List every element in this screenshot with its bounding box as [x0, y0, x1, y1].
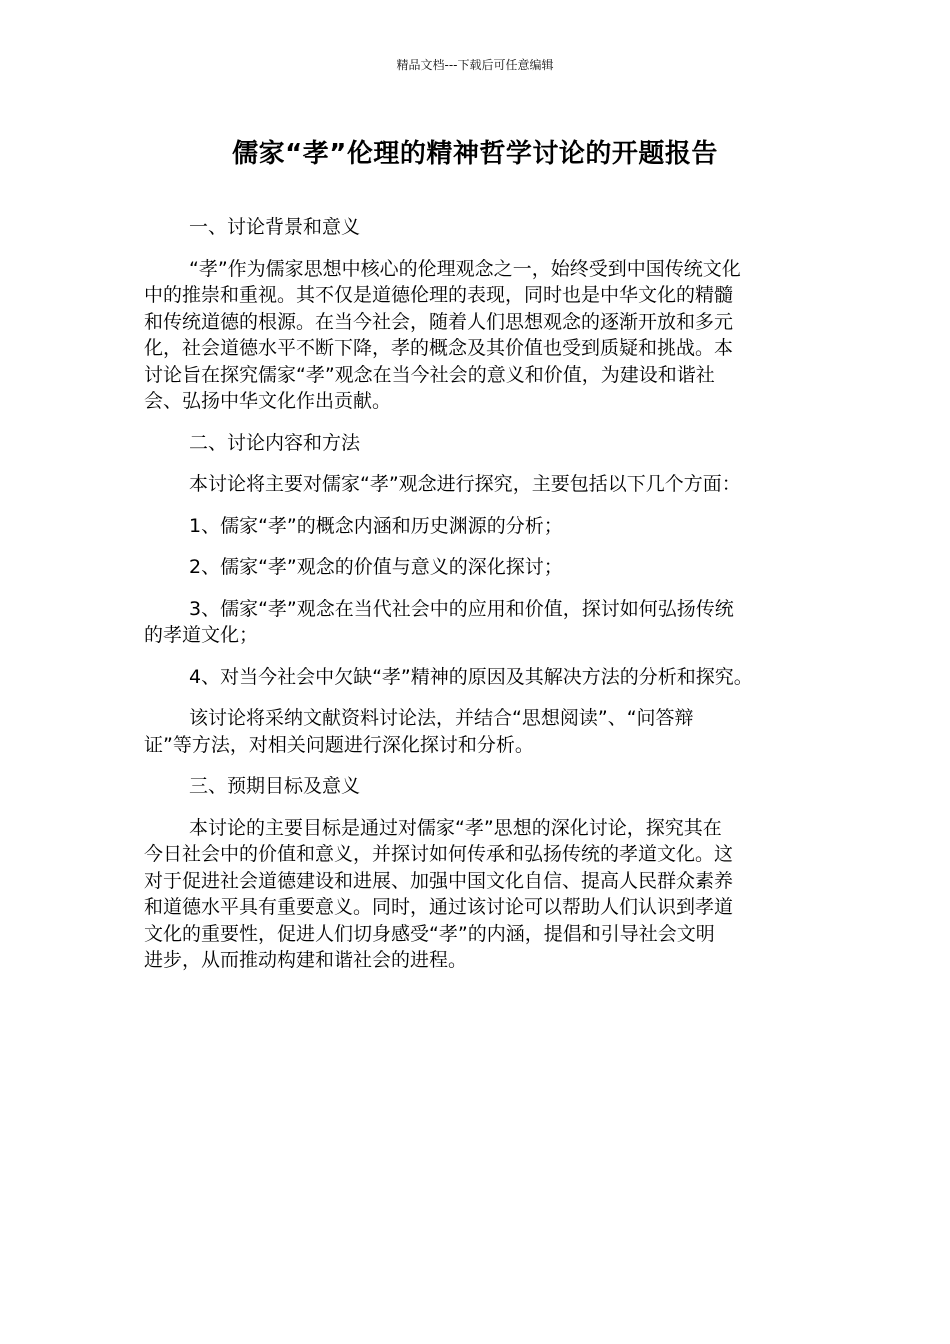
- list-item-3: [144, 596, 804, 649]
- text-line: 和传统道德的根源。在当今社会，随着人们思想观念的逐渐开放和多元: [144, 310, 734, 333]
- text-line: 和道德水平具有重要意义。同时，通过该讨论可以帮助人们认识到孝道: [144, 896, 734, 918]
- text-line: 讨论旨在探究儒家“孝”观念在当今社会的意义和价值，为建设和谐社: [144, 363, 715, 386]
- document-body: [144, 214, 804, 989]
- text-line: 进步，从而推动构建和谐社会的进程。: [144, 949, 468, 971]
- list-item-2: [144, 554, 804, 581]
- text-line: 二、讨论内容和方法: [189, 431, 361, 454]
- document-title: 儒家“孝”伦理的精神哲学讨论的开题报告: [232, 139, 718, 169]
- text-line: 本讨论的主要目标是通过对儒家“孝”思想的深化讨论，探究其在: [189, 816, 722, 839]
- section-heading-content: [144, 430, 804, 457]
- text-line: 文化的重要性，促进人们切身感受“孝”的内涵，提倡和引导社会文明: [144, 922, 715, 945]
- text-line: 对于促进社会道德建设和进展、加强中国文化自信、提高人民群众素养: [144, 869, 734, 892]
- list-item-4: [144, 664, 804, 691]
- section-heading-background: [144, 214, 804, 241]
- text-line: 该讨论将采纳文献资料讨论法，并结合“思想阅读”、“问答辩: [189, 707, 694, 729]
- paragraph-content-intro: [144, 471, 804, 498]
- text-line: 1、儒家“孝”的概念内涵和历史渊源的分析；: [189, 514, 563, 537]
- text-line: 2、儒家“孝”观念的价值与意义的深化探讨；: [189, 556, 563, 578]
- text-line: 会、弘扬中华文化作出贡献。: [144, 390, 392, 412]
- text-line: 化，社会道德水平不断下降，孝的概念及其价值也受到质疑和挑战。本: [144, 337, 734, 359]
- page-header-note: 精品文档---下载后可任意编辑: [396, 58, 554, 72]
- section-heading-goals: [144, 773, 804, 800]
- text-line: 的孝道文化；: [144, 624, 259, 646]
- text-line: 一、讨论背景和意义: [189, 216, 361, 238]
- paragraph-goals-text: [144, 815, 804, 974]
- text-line: 3、儒家“孝”观念在当代社会中的应用和价值，探讨如何弘扬传统: [189, 597, 734, 620]
- text-line: 4、对当今社会中欠缺“孝”精神的原因及其解决方法的分析和探究。: [189, 665, 753, 688]
- paragraph-background-text: [144, 256, 804, 415]
- text-line: 本讨论将主要对儒家“孝”观念进行探究，主要包括以下几个方面：: [189, 473, 741, 495]
- text-line: 证”等方法，对相关问题进行深化探讨和分析。: [144, 733, 534, 756]
- text-line: “孝”作为儒家思想中核心的伦理观念之一，始终受到中国传统文化: [189, 257, 741, 280]
- text-line: 中的推崇和重视。其不仅是道德伦理的表现，同时也是中华文化的精髓: [144, 284, 734, 306]
- text-line: 三、预期目标及意义: [189, 775, 361, 797]
- paragraph-method: [144, 705, 804, 758]
- text-line: 今日社会中的价值和意义，并探讨如何传承和弘扬传统的孝道文化。这: [144, 843, 734, 865]
- list-item-1: [144, 513, 804, 540]
